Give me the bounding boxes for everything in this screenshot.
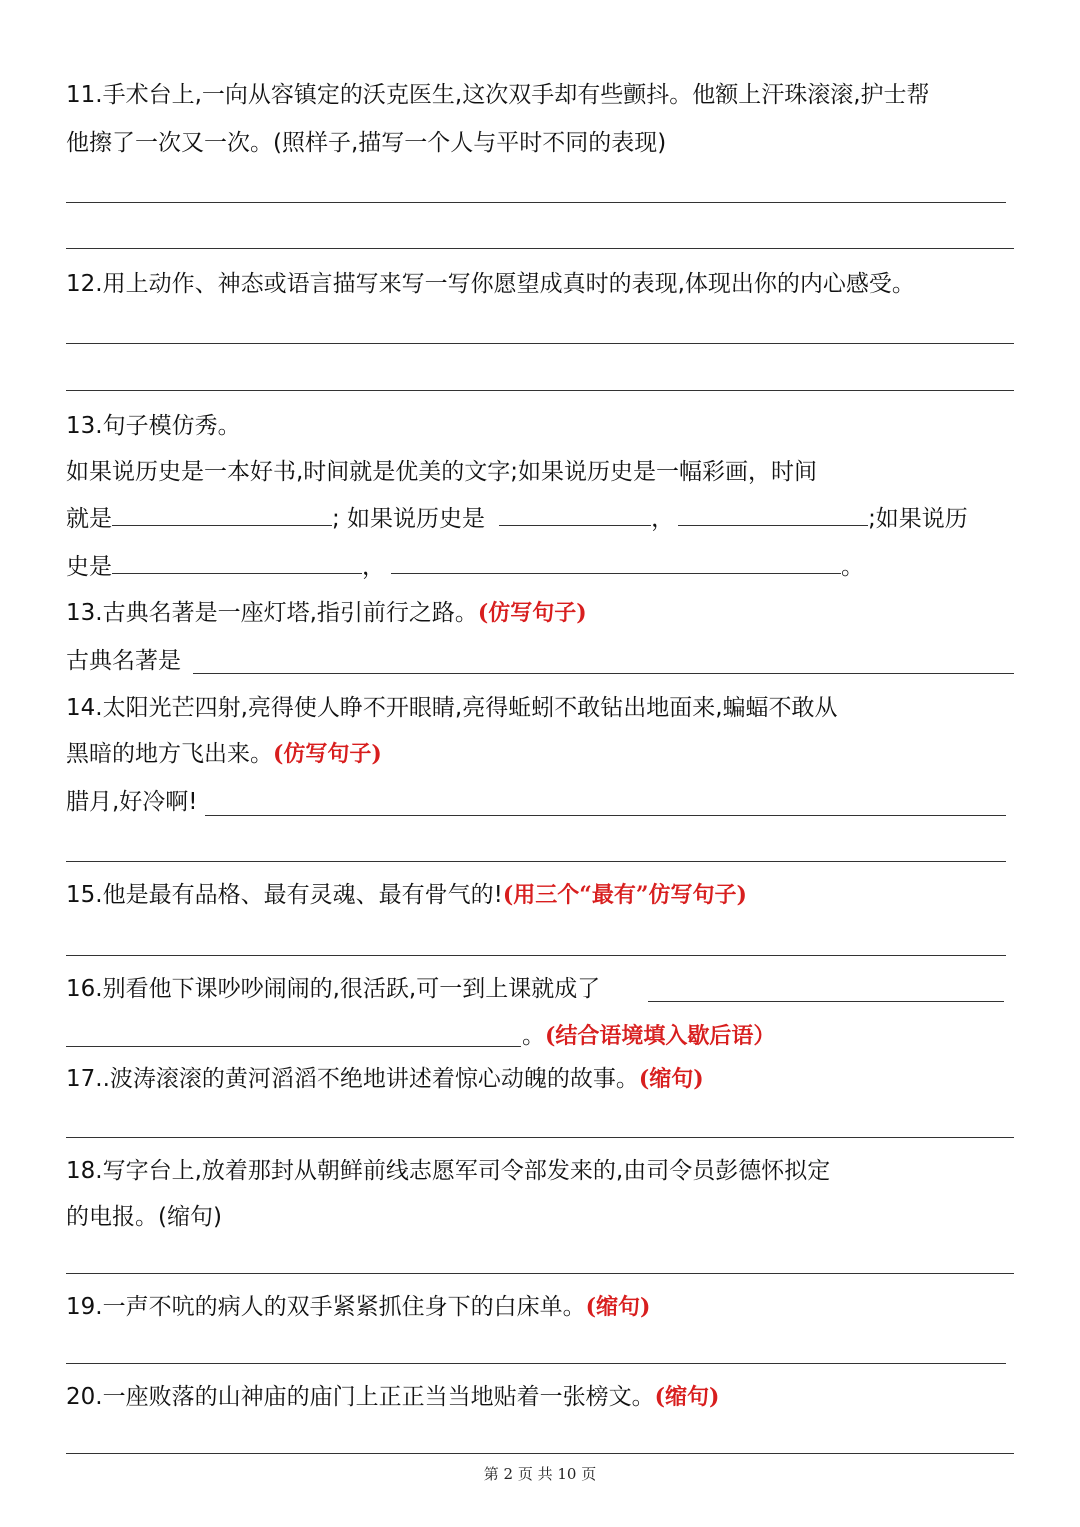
answer-line[interactable]	[66, 1363, 1006, 1364]
q13b-prompt: 古典名著是	[66, 648, 181, 674]
q12-text: 12.用上动作、神态或语言描写来写一写你愿望成真时的表现,体现出你的内心感受。	[66, 271, 915, 297]
q16-line-1: 16.别看他下课吵吵闹闹的,很活跃,可一到上课就成了	[66, 976, 601, 1002]
q13a-text: ，	[362, 554, 385, 580]
fill-blank[interactable]	[112, 503, 332, 526]
answer-line[interactable]	[205, 815, 1006, 816]
q13a-text: 就是	[66, 506, 112, 532]
q13a-line-3	[66, 551, 864, 583]
answer-line[interactable]	[66, 343, 1014, 344]
instruction-tag: (缩句)	[638, 1066, 704, 1092]
answer-line[interactable]	[66, 1453, 1014, 1454]
q17-line	[66, 1063, 704, 1095]
q20-line	[66, 1381, 719, 1413]
fill-blank[interactable]	[499, 503, 651, 526]
answer-line[interactable]	[66, 390, 1014, 391]
answer-line[interactable]	[66, 955, 1006, 956]
q13a-text: 。	[841, 554, 864, 580]
q15-text: 15.他是最有品格、最有灵魂、最有骨气的!	[66, 882, 503, 908]
q17-text: 17..波涛滚滚的黄河滔滔不绝地讲述着惊心动魄的故事。	[66, 1066, 639, 1092]
q13b-text: 13.古典名著是一座灯塔,指引前行之路。	[66, 600, 478, 626]
answer-line[interactable]	[66, 1137, 1014, 1138]
q18-line-2: 的电报。(缩句)	[66, 1204, 222, 1230]
page-footer: 第 2 页 共 10 页	[483, 1465, 597, 1483]
fill-blank[interactable]	[391, 551, 841, 574]
instruction-tag: (结合语境填入歇后语）	[545, 1023, 776, 1049]
q19-line	[66, 1291, 650, 1323]
fill-blank[interactable]	[678, 503, 868, 526]
instruction-tag: (缩句)	[654, 1384, 720, 1410]
answer-line[interactable]	[193, 673, 1014, 674]
q11-line-1: 11.手术台上,一向从容镇定的沃克医生,这次双手却有些颤抖。他额上汗珠滚滚,护士帮	[66, 82, 930, 108]
instruction-tag: (仿写句子)	[273, 741, 382, 767]
answer-line[interactable]	[66, 202, 1006, 203]
q16-line-2	[522, 1020, 775, 1052]
answer-line[interactable]	[66, 1273, 1014, 1274]
q13a-text: ; 如果说历史是	[332, 506, 486, 532]
fill-blank[interactable]	[112, 551, 362, 574]
q18-line-1: 18.写字台上,放着那封从朝鲜前线志愿军司令部发来的,由司令员彭德怀拟定	[66, 1158, 831, 1184]
q13a-text: ;如果说历	[868, 506, 968, 532]
q13a-text: 史是	[66, 554, 112, 580]
q19-text: 19.一声不吭的病人的双手紧紧抓住身下的白床单。	[66, 1294, 586, 1320]
answer-line[interactable]	[66, 248, 1014, 249]
q15-line	[66, 879, 747, 911]
answer-line[interactable]	[648, 1001, 1004, 1002]
q13a-line-2	[66, 503, 968, 535]
q13a-text: ，	[651, 506, 675, 532]
q14-line-1: 14.太阳光芒四射,亮得使人睁不开眼睛,亮得蚯蚓不敢钻出地面来,蝙蝠不敢从	[66, 695, 838, 721]
answer-line[interactable]	[66, 861, 1006, 862]
q14-line-2	[66, 738, 382, 770]
q11-line-2: 他擦了一次又一次。(照样子,描写一个人与平时不同的表现)	[66, 130, 667, 156]
answer-line[interactable]	[66, 1046, 521, 1047]
q13b-line	[66, 597, 587, 629]
q13a-line-1: 如果说历史是一本好书,时间就是优美的文字;如果说历史是一幅彩画，时间	[66, 459, 818, 485]
q20-text: 20.一座败落的山神庙的庙门上正正当当地贴着一张榜文。	[66, 1384, 655, 1410]
q13a-title: 13.句子模仿秀。	[66, 413, 241, 439]
instruction-tag: (仿写句子)	[477, 600, 587, 626]
instruction-tag: (用三个“最有”仿写句子)	[502, 882, 747, 908]
instruction-tag: (缩句)	[585, 1294, 651, 1320]
q14-prompt: 腊月,好冷啊!	[66, 789, 198, 815]
q14-text: 黑暗的地方飞出来。	[66, 741, 273, 767]
q16-end: 。	[522, 1023, 545, 1049]
